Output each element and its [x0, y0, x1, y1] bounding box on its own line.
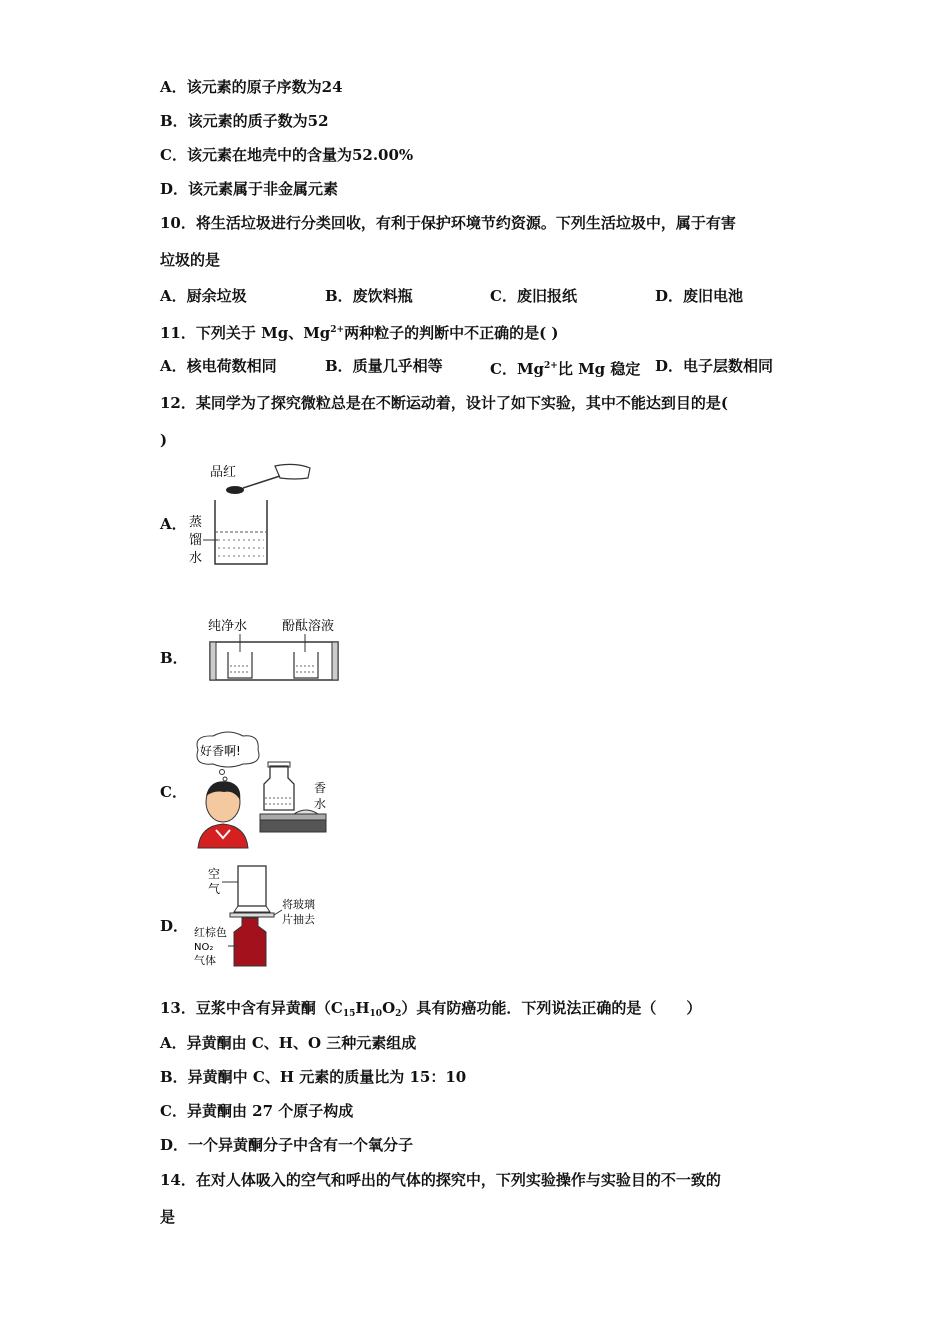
q9-option-b: B．该元素的质子数为52	[160, 112, 329, 130]
q14-stem-line2: 是	[160, 1208, 176, 1226]
beaker-water	[228, 652, 252, 678]
svg-text:空: 空	[208, 867, 221, 881]
svg-text:NO₂: NO₂	[194, 942, 214, 953]
svg-text:将玻璃: 将玻璃	[282, 898, 315, 911]
svg-text:好香啊!: 好香啊!	[200, 744, 241, 758]
q11-option-c: C．$Mg^{2+}$比 Mg 稳定	[490, 360, 641, 378]
q10-option-c: C．废旧报纸	[490, 287, 577, 305]
svg-text:气体: 气体	[194, 954, 216, 967]
svg-text:馏: 馏	[189, 533, 203, 548]
q13-option-d: D．一个异黄酮分子中含有一个氧分子	[160, 1136, 414, 1154]
q11-stem: 11．下列关于 Mg、$Mg^{2+}$两种粒子的判断中不正确的是( )	[160, 324, 559, 342]
q10-option-a: A．厨余垃圾	[160, 287, 247, 305]
q12-option-d-label: D．	[160, 917, 189, 935]
q10-stem-line1: 10．将生活垃圾进行分类回收，有利于保护环境节约资源。下列生活垃圾中，属于有害	[160, 214, 736, 232]
person-body	[198, 824, 248, 848]
svg-text:酚酞溶液: 酚酞溶液	[282, 619, 335, 634]
perfume-bottle	[264, 766, 294, 810]
q12-option-a-label: A．	[160, 515, 187, 533]
q13-option-c: C．异黄酮由 27 个原子构成	[160, 1102, 354, 1120]
q9-option-d: D．该元素属于非金属元素	[160, 180, 339, 198]
q11-option-d: D．电子层数相同	[655, 357, 774, 375]
svg-text:水: 水	[189, 551, 203, 566]
q9-option-c: C．该元素在地壳中的含量为52.00%	[160, 146, 414, 164]
hand-icon	[275, 464, 310, 479]
jar-no2	[234, 918, 266, 966]
svg-text:蒸: 蒸	[189, 515, 203, 530]
q12-figure-d	[190, 860, 330, 970]
q10-option-b: B．废饮料瓶	[325, 287, 413, 305]
q12-figure-b	[200, 612, 345, 687]
q10-option-d: D．废旧电池	[655, 287, 744, 305]
q11-option-b: B．质量几乎相等	[325, 357, 443, 375]
q9-option-a: A．该元素的原子序数为24	[160, 78, 343, 96]
q11-option-a: A．核电荷数相同	[160, 357, 277, 375]
beaker-phenolphthalein	[294, 652, 318, 678]
svg-text:纯净水: 纯净水	[208, 619, 248, 634]
glass-plate	[230, 913, 274, 917]
q12-figure-c	[188, 730, 338, 852]
svg-text:气: 气	[208, 882, 221, 896]
svg-text:水: 水	[314, 797, 327, 811]
svg-text:红棕色: 红棕色	[194, 926, 227, 939]
q13-stem: 13．豆浆中含有异黄酮$(C_{15}H_{10}O_2)$具有防癌功能．下列说法正确的是（ ）	[160, 999, 702, 1019]
q12-stem-line1: 12．某同学为了探究微粒总是在不断运动着，设计了如下实验，其中不能达到目的是(	[160, 394, 728, 412]
bell-jar	[210, 642, 338, 680]
q10-stem-line2: 垃圾的是	[160, 251, 221, 269]
spoon-handle	[243, 476, 280, 488]
q12-option-c-label: C．	[160, 783, 187, 801]
q12-option-b-label: B．	[160, 649, 188, 667]
jar-air	[238, 866, 266, 906]
q14-stem-line1: 14．在对人体吸入的空气和呼出的气体的探究中，下列实验操作与实验目的不一致的	[160, 1171, 721, 1189]
svg-text:香: 香	[314, 781, 327, 795]
q13-option-a: A．异黄酮由 C、H、O 三种元素组成	[160, 1034, 417, 1052]
q12-stem-line2: )	[160, 431, 168, 449]
svg-text:片抽去: 片抽去	[282, 913, 315, 926]
q13-option-b: B．异黄酮中 C、H 元素的质量比为 15：10	[160, 1068, 467, 1086]
fig-a-label-pinhong: 品红	[210, 465, 237, 480]
q12-figure-a	[185, 458, 325, 573]
spoon-icon	[226, 486, 244, 494]
